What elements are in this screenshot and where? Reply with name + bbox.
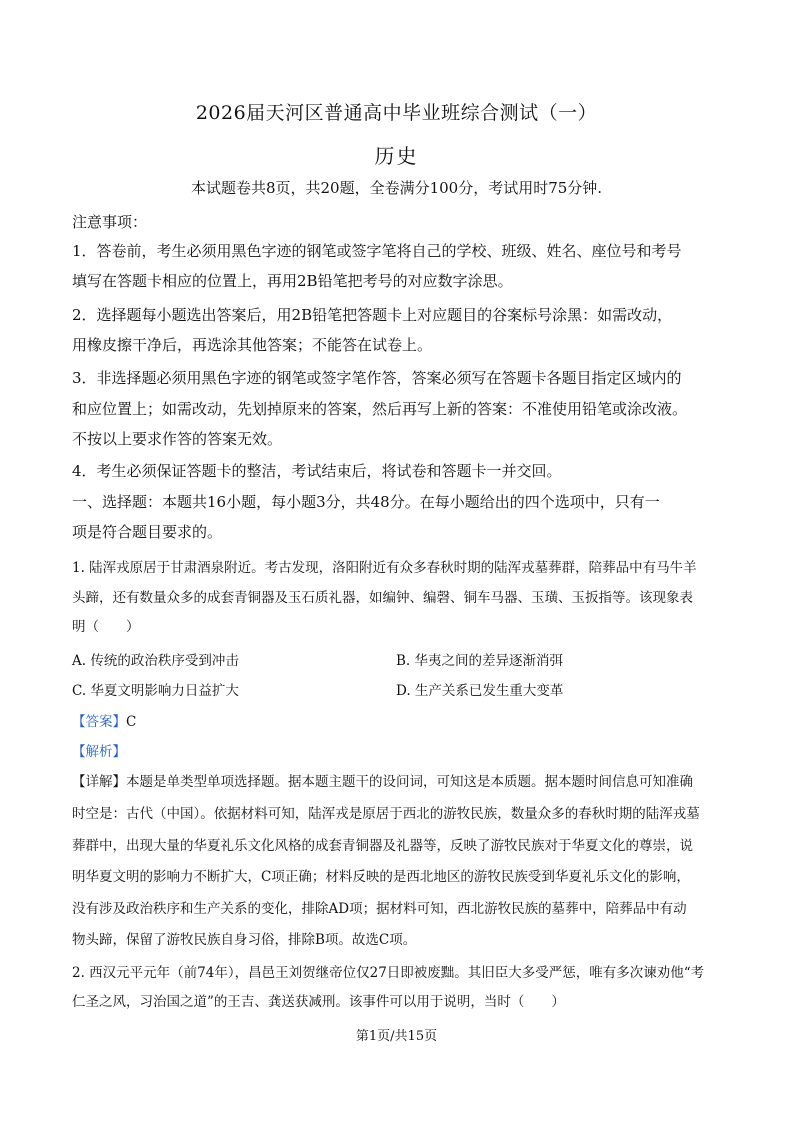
q1-analysis (72, 740, 732, 760)
answer-tag: 【答案】 (72, 714, 126, 730)
q1-stem-line: 头蹄，还有数量众多的成套青铜器及玉石质礼器，如编钟、编磬、铜车马器、玉璜、玉扳指等。该现象表 (72, 590, 693, 606)
q1-detail-line: 明华夏文明的影响力不断扩大，C项正确；材料反映的是西北地区的游牧民族受到华夏礼乐文化的影响， (72, 869, 690, 885)
notice-heading: 注意事项： (72, 213, 148, 231)
q1-option-c: C. 华夏文明影响力日益扩大 (72, 683, 239, 699)
notice-line: 1．答卷前，考生必须用黑色字迹的钢笔或签字笔将自己的学校、班级、姓名、座位号和考号 (72, 242, 682, 260)
q1-option-a: A. 传统的政治秩序受到冲击 (72, 653, 239, 669)
q1-option-d: D. 生产关系已发生重大变革 (396, 683, 564, 699)
analysis-tag: 【解析】 (72, 744, 126, 760)
q1-detail-line: 时空是：古代（中国）。依据材料可知，陆浑戎是原居于西北的游牧民族，数量众多的春秋时期的陆浑戎墓 (72, 806, 700, 822)
q1-detail-line (72, 770, 732, 790)
notice-line: 4．考生必须保证答题卡的整洁，考试结束后，将试卷和答题卡一并交回。 (72, 462, 562, 480)
q1-detail-line: 物头蹄，保留了游牧民族自身习俗，排除B项。故选C项。 (72, 932, 417, 948)
answer-value: C (126, 714, 137, 730)
exam-intro: 本试题卷共8页，共20题，全卷满分100分，考试用时75分钟. (190, 179, 603, 197)
notice-line: 和应位置上；如需改动，先划掉原来的答案，然后再写上新的答案：不准使用铅笔或涂改液。 (72, 400, 688, 418)
detail-tag: 【详解】 (72, 774, 126, 790)
notice-line: 3．非选择题必须用黑色字迹的钢笔或签字笔作答，答案必须写在答题卡各题目指定区域内的 (72, 369, 682, 387)
q2-stem-line: 仁圣之风，习治国之道”的王吉、龚送获减刑。该事件可以用于说明，当时（ ） (72, 994, 565, 1010)
section-line: 项是符合题目要求的。 (72, 523, 223, 541)
q1-stem-line: 明（ ） (72, 619, 140, 635)
notice-line: 不按以上要求作答的答案无效。 (72, 430, 283, 448)
section-line: 一、选择题：本题共16小题，每小题3分，共48分。在每小题给出的四个选项中，只有一 (72, 493, 660, 511)
q1-answer (72, 710, 732, 730)
notice-line: 填写在答题卡相应的位置上，再用2B铅笔把考号的对应数字涂思。 (72, 272, 513, 290)
notice-line: 用橡皮擦干净后，再选涂其他答案；不能答在试卷上。 (72, 336, 433, 354)
subject-title: 历史 (374, 144, 419, 168)
detail-text: 本题是单类型单项选择题。据本题主题干的设问词，可知这是本质题。据本题时间信息可知准确 (126, 774, 693, 790)
q2-stem-line: 2. 西汉元平元年（前74年），昌邑王刘贺继帝位仅27日即被废黜。其旧臣大多受严惩，唯有多次谏劝他“考 (72, 965, 705, 981)
notice-line: 2．选择题每小题选出答案后，用2B铅笔把答题卡上对应题目的谷案标号涂黑：如需改动， (72, 306, 673, 324)
page-footer: 第1页/共15页 (355, 1029, 438, 1044)
q1-detail-line: 没有涉及政治秩序和生产关系的变化，排除AD项；据材料可知，西北游牧民族的墓葬中，陪葬品中有动 (72, 901, 687, 917)
q1-detail-line: 葬群中，出现大量的华夏礼乐文化风格的成套青铜器及礼器等，反映了游牧民族对于华夏文化的尊崇，说 (72, 838, 693, 854)
q1-option-b: B. 华夷之间的差异逐渐消弭 (396, 653, 564, 669)
page-title: 2026届天河区普通高中毕业班综合测试（一） (195, 102, 598, 124)
q1-stem-line: 1. 陆浑戎原居于甘肃酒泉附近。考古发现，洛阳附近有众多春秋时期的陆浑戎墓葬群，陪葬品中有马牛羊 (72, 560, 697, 576)
